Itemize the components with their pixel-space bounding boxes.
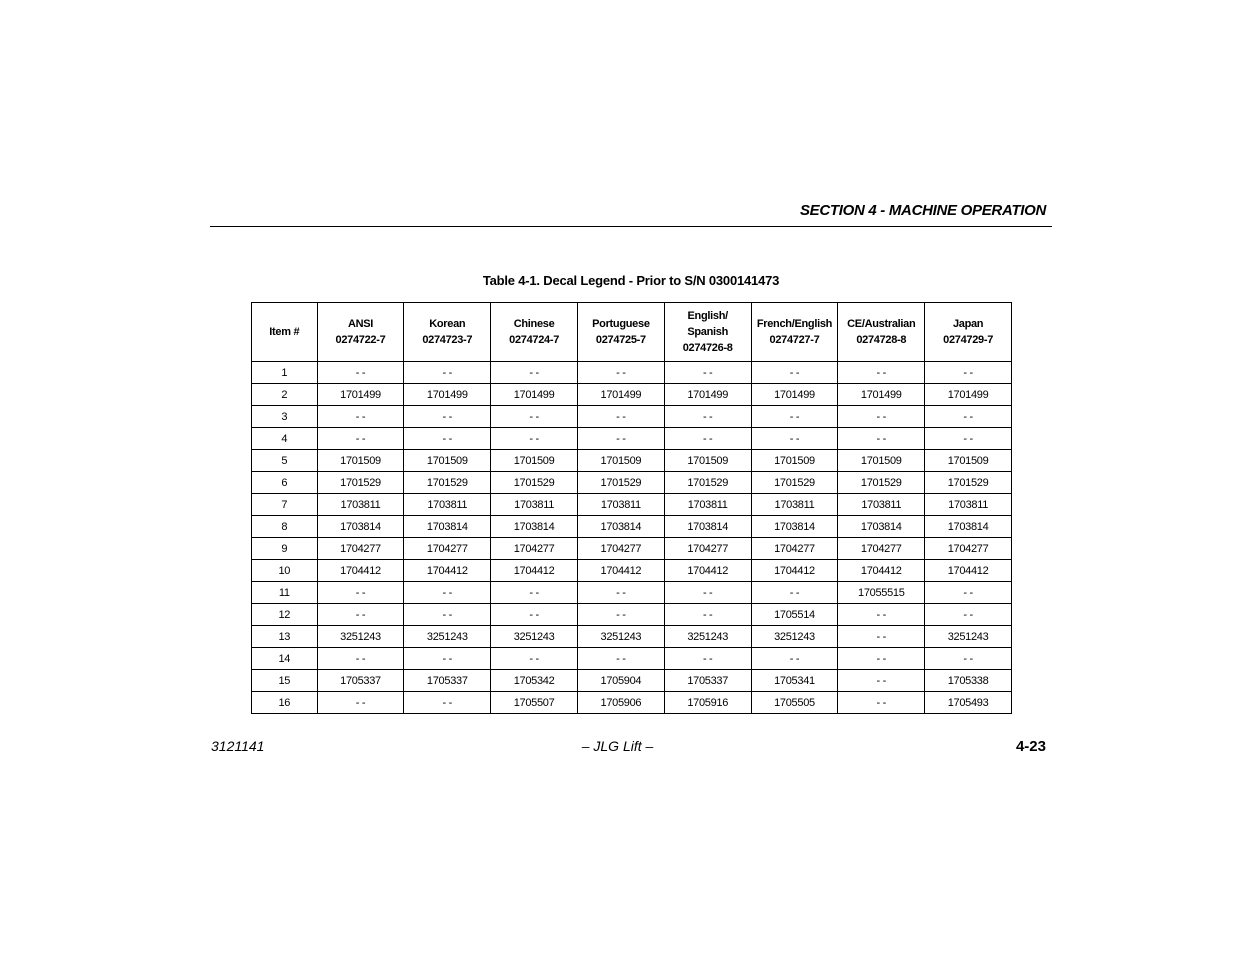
table-row [252,384,1012,406]
decal-part-cell: 1703814 [317,516,404,538]
decal-part-cell: - - [404,582,491,604]
decal-part-cell: - - [664,362,751,384]
column-header-item [252,303,318,362]
item-number-cell: 6 [252,472,318,494]
decal-part-cell: - - [664,604,751,626]
column-header [577,303,664,362]
decal-part-cell: - - [317,428,404,450]
column-header-line: 0274724-7 [509,334,560,346]
decal-part-cell: 1704412 [491,560,578,582]
decal-part-cell: 3251243 [577,626,664,648]
decal-part-cell: 1705338 [925,670,1012,692]
decal-part-cell: 1705505 [751,692,838,714]
decal-part-cell: 1703814 [664,516,751,538]
column-header-line: 0274723-7 [422,334,473,346]
column-header [925,303,1012,362]
decal-part-cell: 1701509 [925,450,1012,472]
section-header [210,200,1052,227]
decal-part-cell: 1705906 [577,692,664,714]
decal-part-cell: 1701509 [491,450,578,472]
table-row [252,428,1012,450]
decal-part-cell: 1704277 [491,538,578,560]
decal-part-cell: - - [491,582,578,604]
decal-part-cell: 1705493 [925,692,1012,714]
item-number-cell: 8 [252,516,318,538]
decal-part-cell: - - [838,692,925,714]
table-row [252,692,1012,714]
decal-part-cell: - - [838,428,925,450]
item-number-cell: 9 [252,538,318,560]
column-header [491,303,578,362]
decal-part-cell: 1705507 [491,692,578,714]
column-header [317,303,404,362]
table-row [252,516,1012,538]
decal-part-cell: - - [925,582,1012,604]
decal-part-cell: 17055515 [838,582,925,604]
decal-part-cell: 1703811 [664,494,751,516]
item-number-cell: 4 [252,428,318,450]
decal-part-cell: - - [838,648,925,670]
decal-part-cell: - - [577,406,664,428]
decal-part-cell: 1701499 [491,384,578,406]
decal-part-cell: 1703811 [404,494,491,516]
column-header-line: Japan [952,318,984,330]
decal-part-cell: - - [664,406,751,428]
decal-part-cell: - - [577,362,664,384]
decal-part-cell: 1701499 [404,384,491,406]
decal-part-cell: - - [838,670,925,692]
table-row [252,670,1012,692]
decal-part-cell: 1701529 [317,472,404,494]
decal-part-cell: - - [404,362,491,384]
brand-footer: – JLG Lift – [581,738,654,754]
decal-part-cell: 3251243 [317,626,404,648]
item-number-cell: 2 [252,384,318,406]
decal-part-cell: - - [751,582,838,604]
decal-part-cell: 1701529 [838,472,925,494]
decal-part-cell: - - [491,604,578,626]
decal-part-cell: 1705337 [404,670,491,692]
decal-part-cell: - - [577,428,664,450]
decal-part-cell: 1703814 [491,516,578,538]
item-number-cell: 16 [252,692,318,714]
decal-part-cell: 1701499 [664,384,751,406]
column-header-line: French/English [756,318,833,330]
table-row [252,472,1012,494]
decal-part-cell: 1701499 [577,384,664,406]
decal-part-cell: 1704412 [838,560,925,582]
column-header-line: 0274726-8 [682,342,733,354]
decal-part-cell: - - [317,406,404,428]
decal-part-cell: 1701509 [404,450,491,472]
decal-part-cell: 1701499 [317,384,404,406]
decal-part-cell: 1701509 [751,450,838,472]
item-number-cell: 11 [252,582,318,604]
decal-part-cell: 1705904 [577,670,664,692]
decal-part-cell: 1704277 [317,538,404,560]
page-number: 4-23 [1015,738,1046,755]
column-header-line: Korean [429,318,466,330]
item-number-cell: 5 [252,450,318,472]
decal-part-cell: - - [925,604,1012,626]
column-header-line: 0274727-7 [769,334,820,346]
decal-part-cell: - - [491,362,578,384]
decal-part-cell: 3251243 [925,626,1012,648]
decal-part-cell: 1704277 [577,538,664,560]
table-row [252,538,1012,560]
decal-part-cell: - - [664,648,751,670]
decal-part-cell: 1704412 [925,560,1012,582]
decal-part-cell: - - [491,406,578,428]
column-header [664,303,751,362]
decal-part-cell: 1701529 [404,472,491,494]
decal-part-cell: - - [491,648,578,670]
decal-part-cell: - - [577,582,664,604]
decal-part-cell: - - [317,604,404,626]
table-row [252,648,1012,670]
decal-part-cell: 1705514 [751,604,838,626]
decal-part-cell: 1703811 [317,494,404,516]
decal-part-cell: 1701509 [317,450,404,472]
item-number-cell: 7 [252,494,318,516]
column-header-line: 0274728-8 [856,334,907,346]
table-row [252,582,1012,604]
decal-part-cell: 1703811 [925,494,1012,516]
decal-part-cell: - - [404,604,491,626]
decal-part-cell: 1703811 [751,494,838,516]
item-number-cell: 10 [252,560,318,582]
decal-part-cell: 1704412 [664,560,751,582]
decal-part-cell: 1701499 [925,384,1012,406]
decal-part-cell: - - [317,648,404,670]
column-header-line: 0274729-7 [943,334,994,346]
decal-part-cell: 1701509 [664,450,751,472]
column-header-line: ANSI [347,318,374,330]
decal-part-cell: - - [664,428,751,450]
document-number: 3121141 [211,738,265,754]
decal-part-cell: - - [838,362,925,384]
table-row [252,626,1012,648]
decal-part-cell: - - [751,362,838,384]
section-title: SECTION 4 - MACHINE OPERATION [799,202,1046,219]
decal-part-cell: 1704412 [317,560,404,582]
decal-part-cell: - - [925,428,1012,450]
decal-part-cell: - - [404,692,491,714]
decal-part-cell: 1704277 [664,538,751,560]
table-row [252,560,1012,582]
table-body [252,362,1012,714]
decal-part-cell: - - [838,406,925,428]
decal-part-cell: - - [838,626,925,648]
column-header-line: Portuguese [592,318,650,330]
decal-part-cell: 1704412 [404,560,491,582]
decal-part-cell: 1705916 [664,692,751,714]
decal-part-cell: 1704277 [838,538,925,560]
decal-part-cell: 1704412 [751,560,838,582]
decal-part-cell: - - [404,406,491,428]
decal-part-cell: 3251243 [491,626,578,648]
decal-part-cell: - - [751,648,838,670]
decal-part-cell: 1701529 [577,472,664,494]
item-number-cell: 15 [252,670,318,692]
decal-part-cell: 1701509 [577,450,664,472]
column-header-line: English/ [687,310,728,322]
decal-part-cell: 1701529 [751,472,838,494]
column-header-line: Spanish [687,326,729,338]
decal-part-cell: 1703811 [838,494,925,516]
decal-part-cell: 1703814 [404,516,491,538]
decal-part-cell: - - [751,428,838,450]
decal-part-cell: 3251243 [751,626,838,648]
decal-part-cell: - - [317,582,404,604]
column-header [838,303,925,362]
column-header-line: Item # [269,326,300,338]
item-number-cell: 3 [252,406,318,428]
column-header [404,303,491,362]
decal-part-cell: - - [664,582,751,604]
decal-part-cell: 1703811 [491,494,578,516]
table-row [252,406,1012,428]
decal-part-cell: 3251243 [664,626,751,648]
decal-part-cell: 1703814 [577,516,664,538]
column-header-line: CE/Australian [847,318,916,330]
item-number-cell: 14 [252,648,318,670]
decal-legend-table [251,302,1012,714]
decal-part-cell: 1703814 [838,516,925,538]
decal-part-cell: 1705342 [491,670,578,692]
decal-part-cell: 1704412 [577,560,664,582]
decal-part-cell: - - [404,648,491,670]
column-header-line: Chinese [513,318,555,330]
table-header-row [252,303,1012,362]
decal-part-cell: - - [577,648,664,670]
decal-part-cell: - - [404,428,491,450]
decal-part-cell: 1703814 [925,516,1012,538]
decal-part-cell: 1701529 [491,472,578,494]
decal-part-cell: - - [751,406,838,428]
decal-part-cell: 1701509 [838,450,925,472]
column-header-line: 0274722-7 [335,334,386,346]
decal-part-cell: 1704277 [751,538,838,560]
column-header [751,303,838,362]
decal-part-cell: 1701529 [925,472,1012,494]
item-number-cell: 1 [252,362,318,384]
decal-part-cell: - - [491,428,578,450]
decal-part-cell: 3251243 [404,626,491,648]
table-row [252,494,1012,516]
decal-part-cell: 1703814 [751,516,838,538]
table-row [252,362,1012,384]
decal-part-cell: - - [577,604,664,626]
decal-part-cell: 1705337 [317,670,404,692]
decal-part-cell: 1701499 [751,384,838,406]
table-row [252,604,1012,626]
decal-part-cell: - - [925,648,1012,670]
decal-part-cell: - - [925,362,1012,384]
decal-part-cell: 1704277 [925,538,1012,560]
decal-part-cell: 1703811 [577,494,664,516]
decal-part-cell: 1705341 [751,670,838,692]
decal-part-cell: 1705337 [664,670,751,692]
decal-part-cell: - - [925,406,1012,428]
decal-part-cell: 1701529 [664,472,751,494]
decal-part-cell: 1701499 [838,384,925,406]
table-title: Table 4-1. Decal Legend - Prior to S/N 0300141473 [482,273,780,288]
decal-part-cell: - - [317,692,404,714]
decal-part-cell: - - [317,362,404,384]
item-number-cell: 13 [252,626,318,648]
decal-part-cell: - - [838,604,925,626]
column-header-line: 0274725-7 [595,334,646,346]
table-row [252,450,1012,472]
item-number-cell: 12 [252,604,318,626]
decal-part-cell: 1704277 [404,538,491,560]
